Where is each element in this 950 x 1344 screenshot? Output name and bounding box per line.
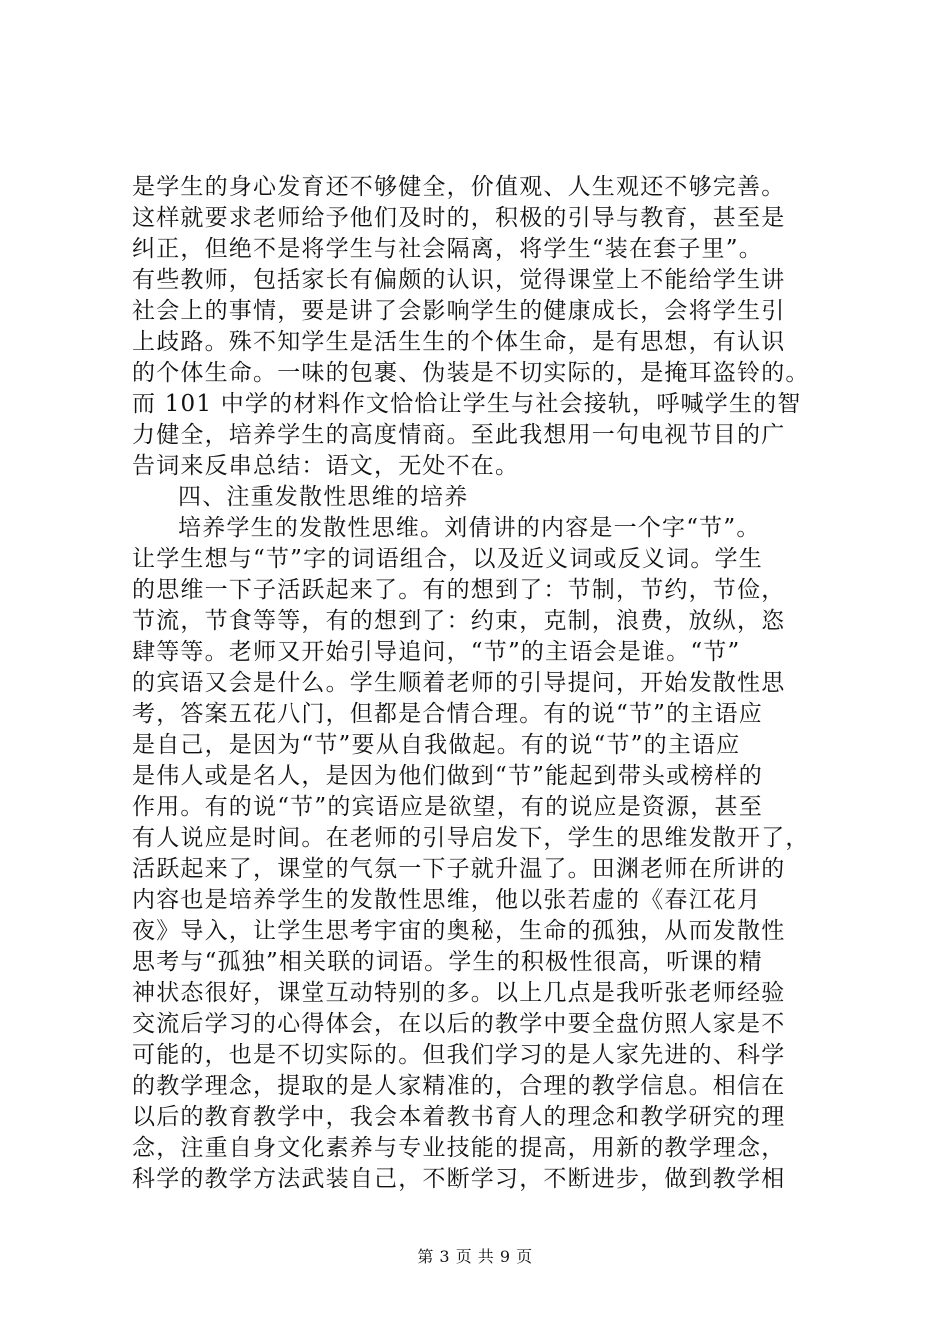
text-line: 活跃起来了，课堂的气氛一下子就升温了。田渊老师在所讲的 <box>132 856 786 882</box>
text-line: 有些教师，包括家长有偏颇的认识，觉得课堂上不能给学生讲 <box>132 267 786 293</box>
text-line: 可能的，也是不切实际的。但我们学习的是人家先进的、科学 <box>132 1042 786 1068</box>
text-line: 的教学理念，提取的是人家精准的，合理的教学信息。相信在 <box>132 1073 786 1099</box>
text-line: 的宾语又会是什么。学生顺着老师的引导提问，开始发散性思 <box>132 670 786 696</box>
text-line: 四、注重发散性思维的培养 <box>178 484 469 510</box>
text-line: 培养学生的发散性思维。刘倩讲的内容是一个字“节”。 <box>178 515 761 541</box>
text-line: 交流后学习的心得体会，在以后的教学中要全盘仿照人家是不 <box>132 1011 786 1037</box>
text-line: 是自己，是因为“节”要从自我做起。有的说“节”的主语应 <box>132 732 741 758</box>
text-line: 这样就要求老师给予他们及时的，积极的引导与教育，甚至是 <box>132 205 786 231</box>
page-footer: 第 3 页 共 9 页 <box>417 1247 533 1266</box>
text-line: 是学生的身心发育还不够健全，价值观、人生观还不够完善。 <box>132 174 786 200</box>
text-line: 节流，节食等等，有的想到了：约束，克制，浪费，放纵，恣 <box>132 608 786 634</box>
text-line: 有人说应是时间。在老师的引导启发下，学生的思维发散开了， <box>132 825 810 851</box>
text-line: 力健全，培养学生的高度情商。至此我想用一句电视节目的广 <box>132 422 786 448</box>
text-line: 作用。有的说“节”的宾语应是欲望，有的说应是资源，甚至 <box>132 794 763 820</box>
body-text <box>132 172 852 1195</box>
text-line: 让学生想与“节”字的词语组合，以及近义词或反义词。学生 <box>132 546 763 572</box>
text-line: 思考与“孤独”相关联的词语。学生的积极性很高，听课的精 <box>132 949 763 975</box>
text-line: 念，注重自身文化素养与专业技能的提高，用新的教学理念， <box>132 1135 786 1161</box>
text-line: 考，答案五花八门，但都是合情合理。有的说“节”的主语应 <box>132 701 763 727</box>
text-line: 是伟人或是名人，是因为他们做到“节”能起到带头或榜样的 <box>132 763 763 789</box>
text-line: 的思维一下子活跃起来了。有的想到了：节制，节约，节俭， <box>132 577 786 603</box>
text-line: 肆等等。老师又开始引导追问，“节”的主语会是谁。“节” <box>132 639 741 665</box>
text-line: 神状态很好，课堂互动特别的多。以上几点是我听张老师经验 <box>132 980 786 1006</box>
text-line: 纠正，但绝不是将学生与社会隔离，将学生“装在套子里”。 <box>132 236 763 262</box>
text-line: 科学的教学方法武装自己，不断学习，不断进步，做到教学相 <box>132 1166 786 1192</box>
text-line: 而 101 中学的材料作文恰恰让学生与社会接轨，呼喊学生的智 <box>132 391 802 417</box>
text-line: 社会上的事情，要是讲了会影响学生的健康成长，会将学生引 <box>132 298 786 324</box>
text-line: 内容也是培养学生的发散性思维，他以张若虚的《春江花月 <box>132 887 762 913</box>
text-line: 夜》导入，让学生思考宇宙的奥秘，生命的孤独，从而发散性 <box>132 918 786 944</box>
text-line: 上歧路。殊不知学生是活生生的个体生命，是有思想，有认识 <box>132 329 786 355</box>
text-line: 告词来反串总结：语文，无处不在。 <box>132 453 520 479</box>
text-line: 以后的教育教学中，我会本着教书育人的理念和教学研究的理 <box>132 1104 786 1130</box>
text-line: 的个体生命。一味的包裹、伪装是不切实际的，是掩耳盗铃的。 <box>132 360 810 386</box>
